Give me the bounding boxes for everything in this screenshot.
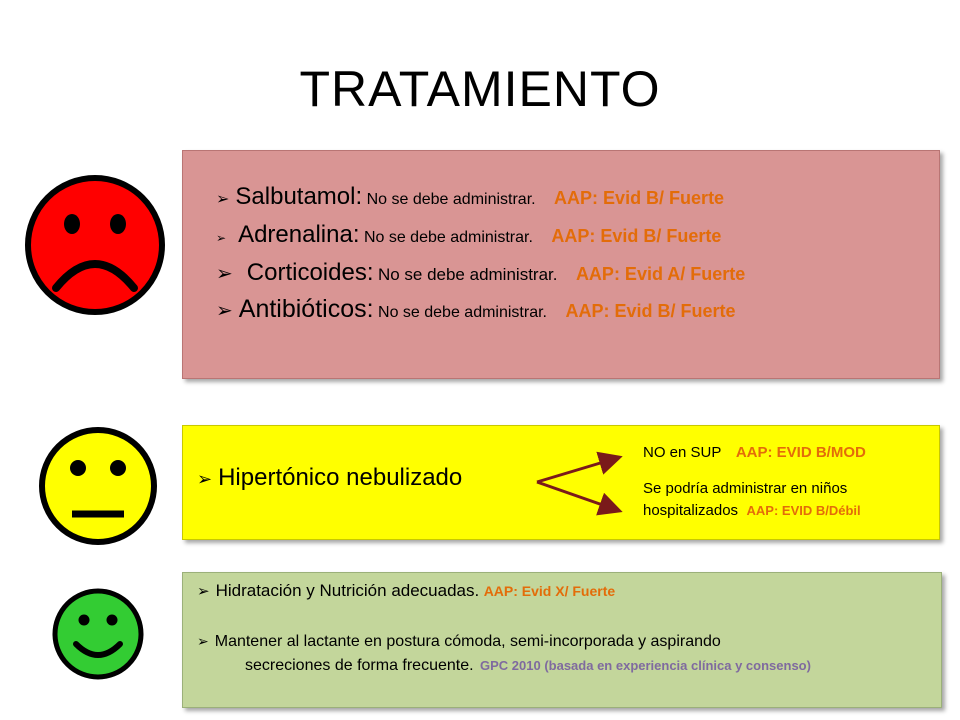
list-item: ➢ Adrenalina: No se debe administrar. AAP: Evid B/ Fuerte — [216, 221, 722, 248]
list-item: ➢ Mantener al lactante en postura cómoda, semi-incorporada y aspirando — [197, 633, 721, 650]
page-title: TRATAMIENTO — [299, 61, 661, 117]
branch-hospitalized: Se podría administrar en niños — [643, 480, 848, 497]
list-item: ➢ Hipertónico nebulizado — [197, 464, 463, 491]
branch-arrows-icon — [533, 448, 623, 520]
happy-face-icon — [50, 586, 146, 682]
list-item: ➢ Salbutamol: No se debe administrar. AAP: Evid B/ Fuerte — [216, 183, 725, 210]
neutral-face-icon — [36, 424, 160, 548]
list-item: ➢ Hidratación y Nutrición adecuadas. AAP: Evid X/ Fuerte — [197, 581, 616, 600]
recommended-box — [182, 572, 942, 708]
branch-hospitalized-line2: hospitalizados AAP: EVID B/Débil — [643, 502, 861, 519]
list-item-continuation: secreciones de forma frecuente. GPC 2010 (basada en experiencia clínica y consenso) — [245, 657, 811, 674]
branch-no-sup: NO en SUP AAP: EVID B/MOD — [643, 444, 866, 461]
list-item: ➢ Corticoides: No se debe administrar. AAP: Evid A/ Fuerte — [216, 259, 746, 286]
sad-face-icon — [22, 172, 168, 318]
not-recommended-box — [182, 150, 940, 379]
uncertain-box — [182, 425, 940, 540]
list-item: ➢ Antibióticos: No se debe administrar. AAP: Evid B/ Fuerte — [216, 295, 736, 323]
